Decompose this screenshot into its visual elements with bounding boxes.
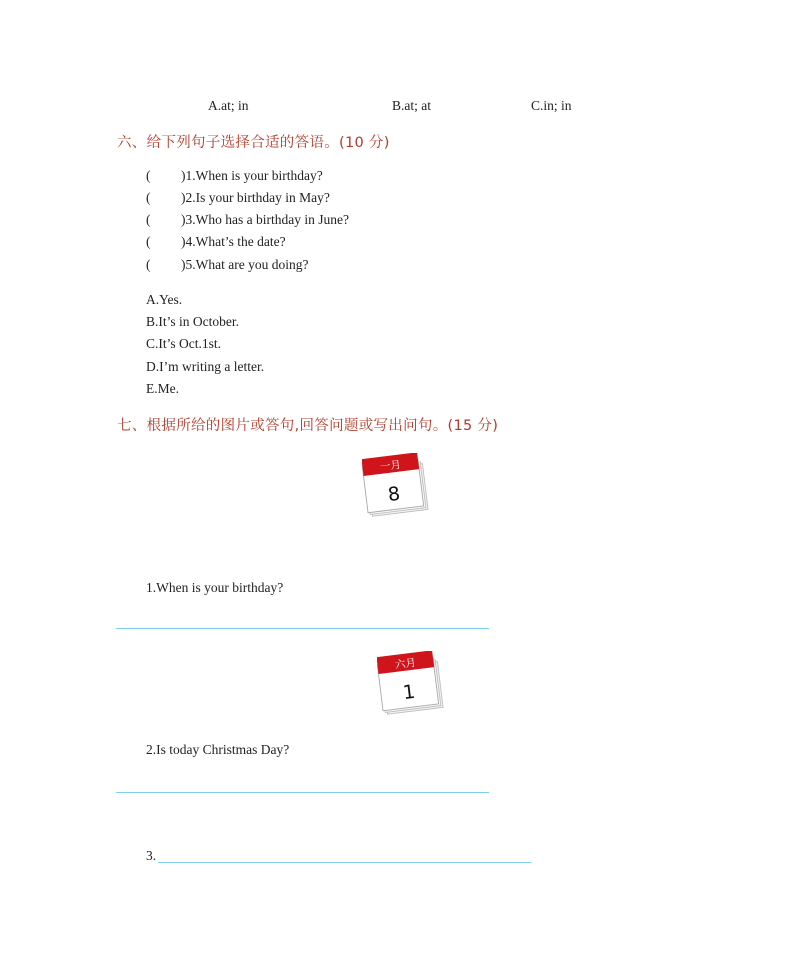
calendar-icon — [377, 651, 447, 717]
section6-heading: 六、给下列句子选择合适的答语。(10 分) — [117, 135, 390, 151]
answer-c: C.It’s Oct.1st. — [146, 336, 222, 351]
question-3-bracket: ( — [146, 212, 151, 227]
question-4-bracket: ( — [146, 234, 151, 249]
calendar-2-day: 1 — [401, 680, 417, 705]
question-3: )3.Who has a birthday in June? — [181, 212, 349, 227]
calendar-1-month: 一月 — [379, 458, 402, 474]
answer-d: D.I’m writing a letter. — [146, 359, 265, 374]
calendar-2-month: 六月 — [394, 656, 417, 672]
calendar-1-day: 8 — [386, 482, 402, 507]
question-2-bracket: ( — [146, 190, 151, 205]
question-5: )5.What are you doing? — [181, 257, 309, 272]
answer-line-3[interactable] — [158, 862, 531, 863]
option-c: C.in; in — [531, 98, 572, 113]
answer-a: A.Yes. — [146, 292, 183, 307]
question-2: )2.Is your birthday in May? — [181, 190, 330, 205]
calendar-image-1 — [362, 453, 432, 519]
option-a: A.at; in — [208, 98, 249, 113]
answer-b: B.It’s in October. — [146, 314, 239, 329]
question-1-bracket: ( — [146, 168, 151, 183]
calendar-image-2 — [377, 651, 447, 717]
section7-question-3-number: 3. — [146, 848, 157, 863]
answer-line-1[interactable] — [116, 628, 489, 629]
answer-e: E.Me. — [146, 381, 179, 396]
section7-question-1: 1.When is your birthday? — [146, 580, 284, 595]
calendar-icon — [362, 453, 432, 519]
question-1: )1.When is your birthday? — [181, 168, 323, 183]
section7-question-2: 2.Is today Christmas Day? — [146, 742, 290, 757]
answer-line-2[interactable] — [116, 792, 489, 793]
option-b: B.at; at — [392, 98, 431, 113]
question-5-bracket: ( — [146, 257, 151, 272]
section7-heading: 七、根据所给的图片或答句,回答问题或写出问句。(15 分) — [117, 418, 499, 434]
question-4: )4.What’s the date? — [181, 234, 286, 249]
